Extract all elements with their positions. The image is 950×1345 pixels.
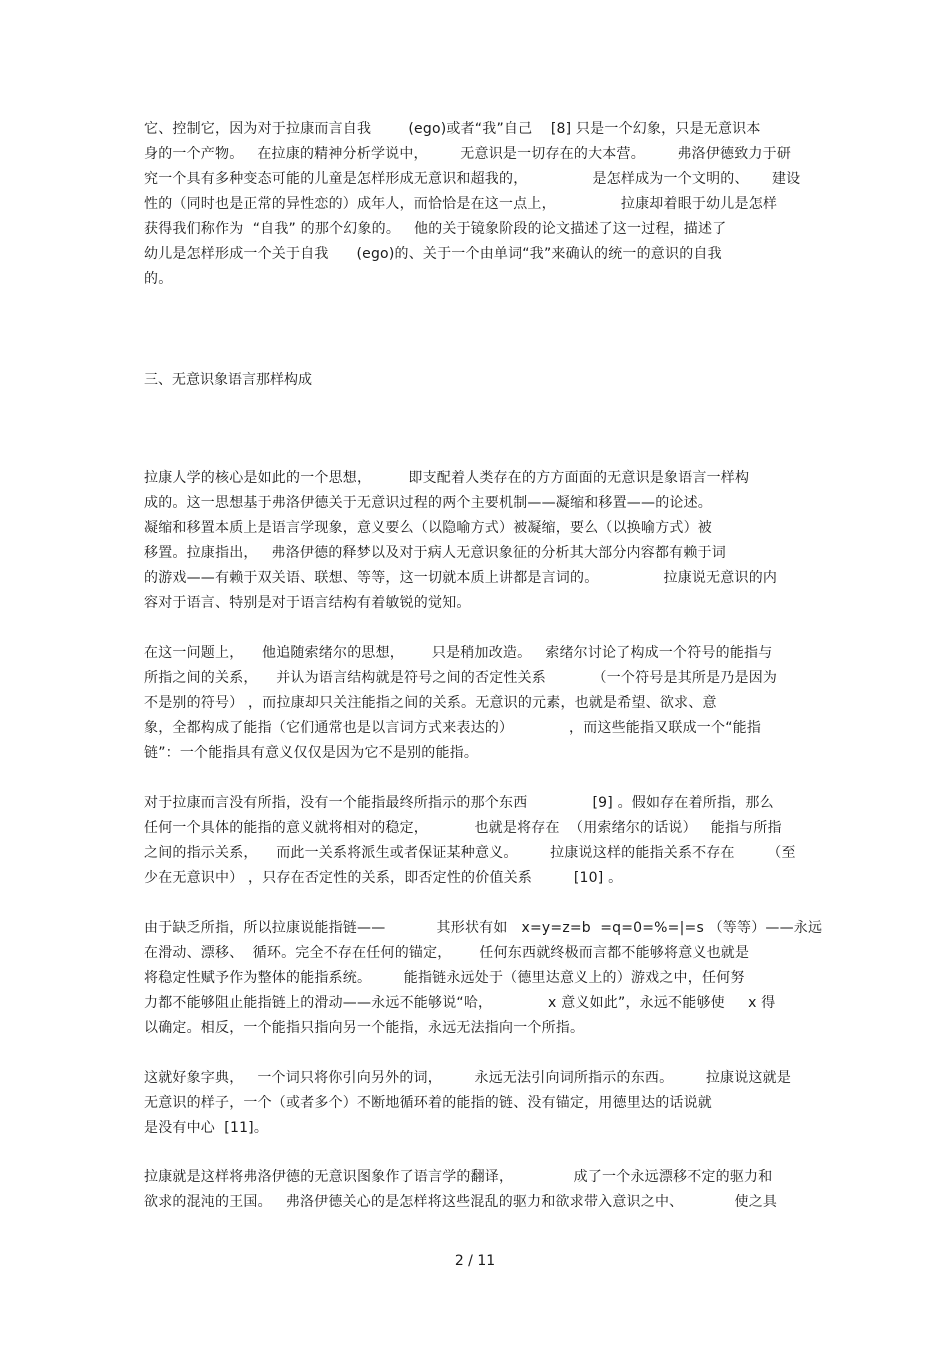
text-line: 对于拉康而言没有所指，没有一个能指最终所指示的那个东西 [9] 。假如存在着所指，那么 (144, 795, 774, 811)
text-line: 幼儿是怎样形成一个关于自我 (ego)的、关于一个由单词“我”来确认的统一的意识的自我 (144, 246, 722, 262)
text-line: 的游戏——有赖于双关语、联想、等等，这一切就本质上讲都是言词的。 拉康说无意识的内 (144, 570, 778, 586)
text-line: 象，全都构成了能指（它们通常也是以言词方式来表达的） ，而这些能指又联成一个“能指 (144, 720, 762, 736)
text-line: 欲求的混沌的王国。 弗洛伊德关心的是怎样将这些混乱的驱力和欲求带入意识之中、 使之具 (144, 1194, 778, 1210)
text-line: 之间的指示关系， 而此一关系将派生或者保证某种意义。 拉康说这样的能指关系不存在 （至 (144, 845, 796, 861)
text-line: 容对于语言、特别是对于语言结构有着敏锐的觉知。 (144, 595, 471, 611)
text-line: 在滑动、漂移、 循环。完全不存在任何的锚定， 任何东西就终极而言都不能够将意义也就是 (144, 945, 750, 961)
text-line: 任何一个具体的能指的意义就将相对的稳定， 也就是将存在 （用索绪尔的话说） 能指与所指 (144, 820, 782, 836)
text-line: 将稳定性赋予作为整体的能指系统。 能指链永远处于（德里达意义上的）游戏之中，任何努 (144, 970, 745, 986)
text-line: 在这一问题上， 他追随索绪尔的思想， 只是稍加改造。 索绪尔讨论了构成一个符号的能指与 (144, 645, 773, 661)
text-line: 少在无意识中） ，只存在否定性的关系，即否定性的价值关系 [10] 。 (144, 870, 623, 886)
text-line: 移置。拉康指出， 弗洛伊德的释梦以及对于病人无意识象征的分析其大部分内容都有赖于词 (144, 545, 726, 561)
page-number: 2 / 11 (454, 1253, 496, 1269)
text-line: 无意识的样子，一个（或者多个）不断地循环着的能指的链、没有锚定，用德里达的话说就 (144, 1095, 712, 1111)
text-line: 力都不能够阻止能指链上的滑动——永远不能够说“哈， x 意义如此”，永远不能够使 x 得 (144, 995, 776, 1011)
text-line: 获得我们称作为 “自我” 的那个幻象的。 他的关于镜象阶段的论文描述了这一过程，描述了 (144, 221, 727, 237)
text-line: 链”：一个能指具有意义仅仅是因为它不是别的能指。 (144, 745, 479, 761)
text-line: 身的一个产物。 在拉康的精神分析学说中， 无意识是一切存在的大本营。 弗洛伊德致力于研 (144, 146, 792, 162)
text-line: 凝缩和移置本质上是语言学现象，意义要么（以隐喻方式）被凝缩，要么（以换喻方式）被 (144, 520, 712, 536)
text-line: 所指之间的关系， 并认为语言结构就是符号之间的否定性关系 （一个符号是其所是乃是因为 (144, 670, 778, 686)
text-line: 的。 (144, 271, 173, 287)
text-line: 以确定。相反，一个能指只指向另一个能指，永远无法指向一个所指。 (144, 1020, 585, 1036)
text-line: 由于缺乏所指，所以拉康说能指链—— 其形状有如 x=y=z=b =q=0=%=|=s （等等）——永远 (144, 920, 823, 936)
text-line: 性的（同时也是正常的异性恋的）成年人，而恰恰是在这一点上， 拉康却着眼于幼儿是怎样 (144, 196, 778, 212)
text-line: 这就好象字典， 一个词只将你引向另外的词， 永远无法引向词所指示的东西。 拉康说这就是 (144, 1070, 792, 1086)
text-line: 成的。这一思想基于弗洛伊德关于无意识过程的两个主要机制——凝缩和移置——的论述。 (144, 495, 712, 511)
text-line: 是没有中心 [11]。 (144, 1120, 269, 1136)
text-line: 究一个具有多种变态可能的儿童是怎样形成无意识和超我的， 是怎样成为一个文明的、 建设 (144, 171, 801, 187)
text-line: 拉康人学的核心是如此的一个思想， 即支配着人类存在的方方面面的无意识是象语言一样构 (144, 470, 750, 486)
text-line: 它、控制它，因为对于拉康而言自我 (ego)或者“我”自己 [8] 只是一个幻象，只是无意识本 (144, 121, 761, 137)
text-line: 拉康就是这样将弗洛伊德的无意识图象作了语言学的翻译， 成了一个永远漂移不定的驱力和 (144, 1169, 773, 1185)
section-heading: 三、无意识象语言那样构成 (144, 372, 312, 388)
text-line: 不是别的符号） ，而拉康却只关注能指之间的关系。无意识的元素，也就是希望、欲求、意 (144, 695, 717, 711)
